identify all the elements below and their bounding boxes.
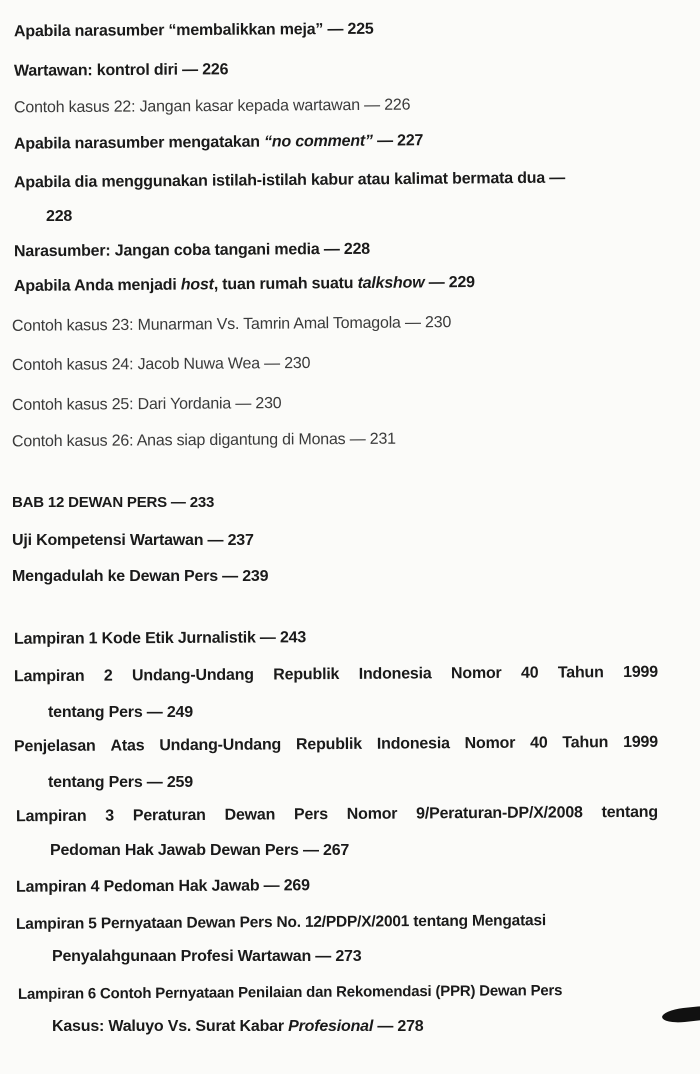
chapter-heading: BAB 12 DEWAN PERS — 233 [12,494,215,511]
page-number: 230 [424,314,452,332]
toc-entry: Apabila narasumber mengatakan “no comment” — 227 [13,132,424,153]
page-number: 259 [166,774,193,791]
toc-entry: Contoh kasus 25: Dari Yordania — 230 [11,395,282,414]
toc-entry: Apabila dia menggunakan istilah-istilah kabur atau kalimat bermata dua — [13,169,566,192]
page-number: 278 [397,1018,424,1035]
page-number: 243 [279,629,307,647]
page-number: 249 [166,704,193,721]
toc-entry: Wartawan: kontrol diri — 226 [13,61,229,80]
toc-entry: Lampiran 5 Pernyataan Dewan Pers No. 12/PDP/X/2001 tentang Mengatasi [15,912,547,933]
toc-entry-continuation: tentang Pers — 259 [48,774,193,791]
toc-entry: Uji Kompetensi Wartawan — 237 [12,532,254,549]
toc-entry: Contoh kasus 23: Munarman Vs. Tamrin Amal Tomagola — 230 [11,314,452,335]
page-number: 228 [46,208,73,225]
page-number: 273 [335,948,362,965]
page-number: 230 [284,354,311,373]
page-number: 226 [384,96,411,114]
toc-entry: Lampiran 4 Pedoman Hak Jawab — 269 [15,877,310,896]
page-number: 239 [242,568,269,585]
toc-entry: Contoh kasus 22: Jangan kasar kepada wartawan — 226 [13,96,411,117]
toc-entry: Contoh kasus 26: Anas siap digantung di Monas — 231 [11,430,396,451]
page-number: 227 [397,132,424,150]
page-number: 269 [283,877,310,895]
ink-smudge [661,1006,700,1025]
toc-entry: Contoh kasus 24: Jacob Nuwa Wea — 230 [11,354,311,375]
page-number: 267 [323,842,350,859]
toc-entry: Narasumber: Jangan coba tangani media — 228 [13,240,371,261]
toc-entry-continuation: tentang Pers — 249 [48,704,193,721]
toc-entry: Apabila narasumber “membalikkan meja” — 225 [13,20,374,41]
page-number: 229 [448,273,475,292]
page-number: 225 [347,20,374,38]
toc-entry-continuation: Pedoman Hak Jawab Dewan Pers — 267 [50,842,350,859]
page-number: 228 [343,240,371,258]
page-number: 231 [369,430,396,448]
toc-entry: Mengadulah ke Dewan Pers — 239 [12,568,269,585]
toc-entry: Penjelasan Atas Undang-Undang Republik Indonesia Nomor 40 Tahun 1999 [13,733,658,756]
page-number: 226 [202,61,229,79]
toc-entry-continuation [46,208,72,226]
toc-entry: Apabila Anda menjadi host, tuan rumah suatu talkshow — 229 [13,273,475,296]
toc-entry: Lampiran 2 Undang-Undang Republik Indonesia Nomor 40 Tahun 1999 [13,663,658,686]
toc-entry: Lampiran 1 Kode Etik Jurnalistik — 243 [13,629,307,648]
page-number: 230 [255,395,282,413]
toc-entry: Lampiran 6 Contoh Pernyataan Penilaian dan Rekomendasi (PPR) Dewan Pers [17,982,563,1003]
toc-entry-continuation: Kasus: Waluyo Vs. Surat Kabar Profesional — 278 [52,1018,424,1035]
toc-entry-continuation: Penyalahgunaan Profesi Wartawan — 273 [52,948,362,965]
page-number: 237 [227,532,254,549]
toc-entry: Lampiran 3 Peraturan Dewan Pers Nomor 9/Peraturan-DP/X/2008 tentang [15,803,658,826]
page-number: 233 [189,494,215,511]
